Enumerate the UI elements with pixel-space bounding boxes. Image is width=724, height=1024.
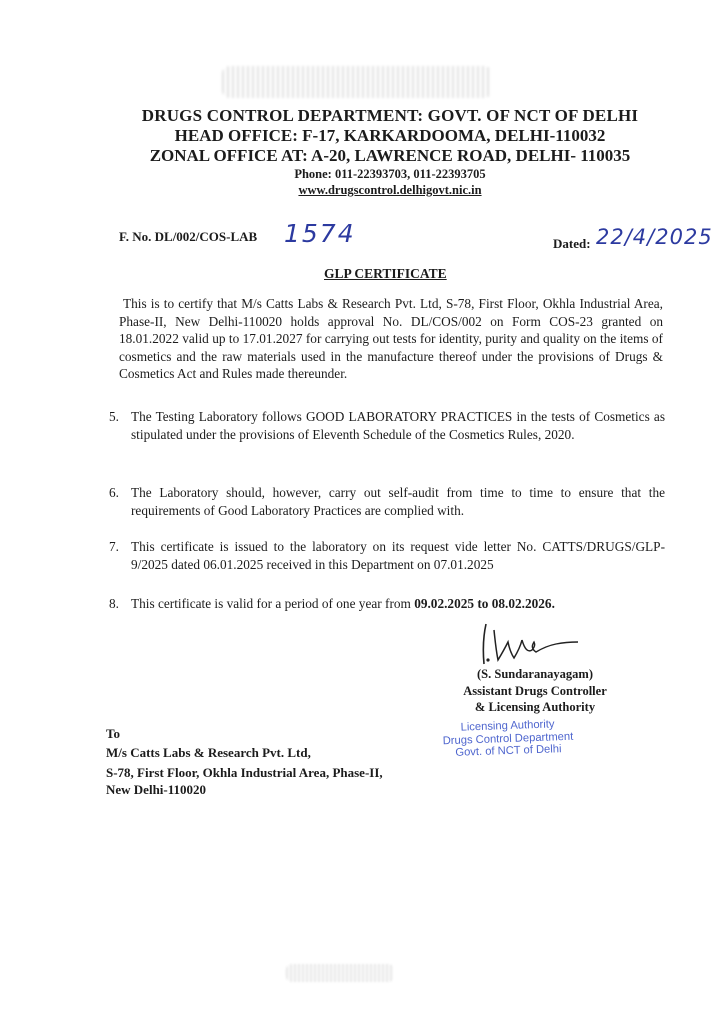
dated-label: Dated: xyxy=(553,236,591,251)
item-number: 5. xyxy=(109,409,119,424)
handwritten-signature xyxy=(474,620,582,668)
footer-scan-smudge xyxy=(286,964,394,982)
intro-paragraph: This is to certify that M/s Catts Labs & Research Pvt. Ltd, S-78, First Floor, Okhla Industrial Area, Phase-II, New Delhi-110020 holds approval No. DL/COS/002 on Form COS-23 granted on 18.01.2022 valid up to 17.01.2027 for carrying out tests for identity, purity and quality on the items of cosmetics and the raw materials used in the manufacture thereof under the provisions of Drugs & Cosmetics Act and Rules made thereunder. xyxy=(119,296,663,381)
list-item xyxy=(109,595,665,613)
website-link[interactable]: www.drugscontrol.delhigovt.nic.in xyxy=(298,183,482,197)
recipient-name: M/s Catts Labs & Research Pvt. Ltd, xyxy=(106,745,311,760)
to-label: To xyxy=(106,726,120,741)
signatory-designation: Assistant Drugs Controller xyxy=(463,684,607,698)
department-heading: DRUGS CONTROL DEPARTMENT: GOVT. OF NCT OF DELHI xyxy=(141,106,639,125)
header-scan-smudge xyxy=(222,66,492,98)
item-number: 7. xyxy=(109,539,119,554)
official-stamp xyxy=(427,717,588,760)
stamp-line: Drugs Control Department xyxy=(442,730,574,747)
item-number: 8. xyxy=(109,596,119,611)
stamp-line: Licensing Authority xyxy=(460,718,555,734)
handwritten-date: 22/4/2025 xyxy=(596,225,713,249)
item-text: The Testing Laboratory follows GOOD LABORATORY PRACTICES in the tests of Cosmetics as stipulated under the provisions of Eleventh Schedule of the Cosmetics Rules, 2020. xyxy=(131,409,665,442)
item-number: 6. xyxy=(109,485,119,500)
file-number-label: F. No. DL/002/COS-LAB xyxy=(119,229,258,244)
recipient-address: S-78, First Floor, Okhla Industrial Area, Phase-II, xyxy=(106,765,383,780)
list-item xyxy=(109,538,665,573)
list-item xyxy=(109,484,665,519)
stamp-line: Govt. of NCT of Delhi xyxy=(455,743,562,759)
item-text: This certificate is issued to the laboratory on its request vide letter No. CATTS/DRUGS/GLP-9/2025 dated 06.01.2025 received in this Department on 07.01.2025 xyxy=(131,539,665,572)
list-item xyxy=(109,408,665,443)
item-text xyxy=(131,595,665,613)
handwritten-file-number: 1574 xyxy=(284,219,356,248)
validity-period: 09.02.2025 to 08.02.2026. xyxy=(414,596,555,611)
phone-numbers: Phone: 011-22393703, 011-22393705 xyxy=(294,167,486,181)
signatory-name: (S. Sundaranayagam) xyxy=(477,667,593,681)
recipient-city: New Delhi-110020 xyxy=(106,782,207,797)
item-text: The Laboratory should, however, carry out self-audit from time to time to ensure that the requirements of Good Laboratory Practices are complied with. xyxy=(131,485,665,518)
validity-text: This certificate is valid for a period of one year from xyxy=(131,596,415,611)
head-office-address: HEAD OFFICE: F-17, KARKARDOOMA, DELHI-110032 xyxy=(174,126,606,145)
certificate-title: GLP CERTIFICATE xyxy=(324,266,447,281)
signatory-authority: & Licensing Authority xyxy=(474,700,596,714)
zonal-office-address: ZONAL OFFICE AT: A-20, LAWRENCE ROAD, DELHI- 110035 xyxy=(149,146,631,165)
